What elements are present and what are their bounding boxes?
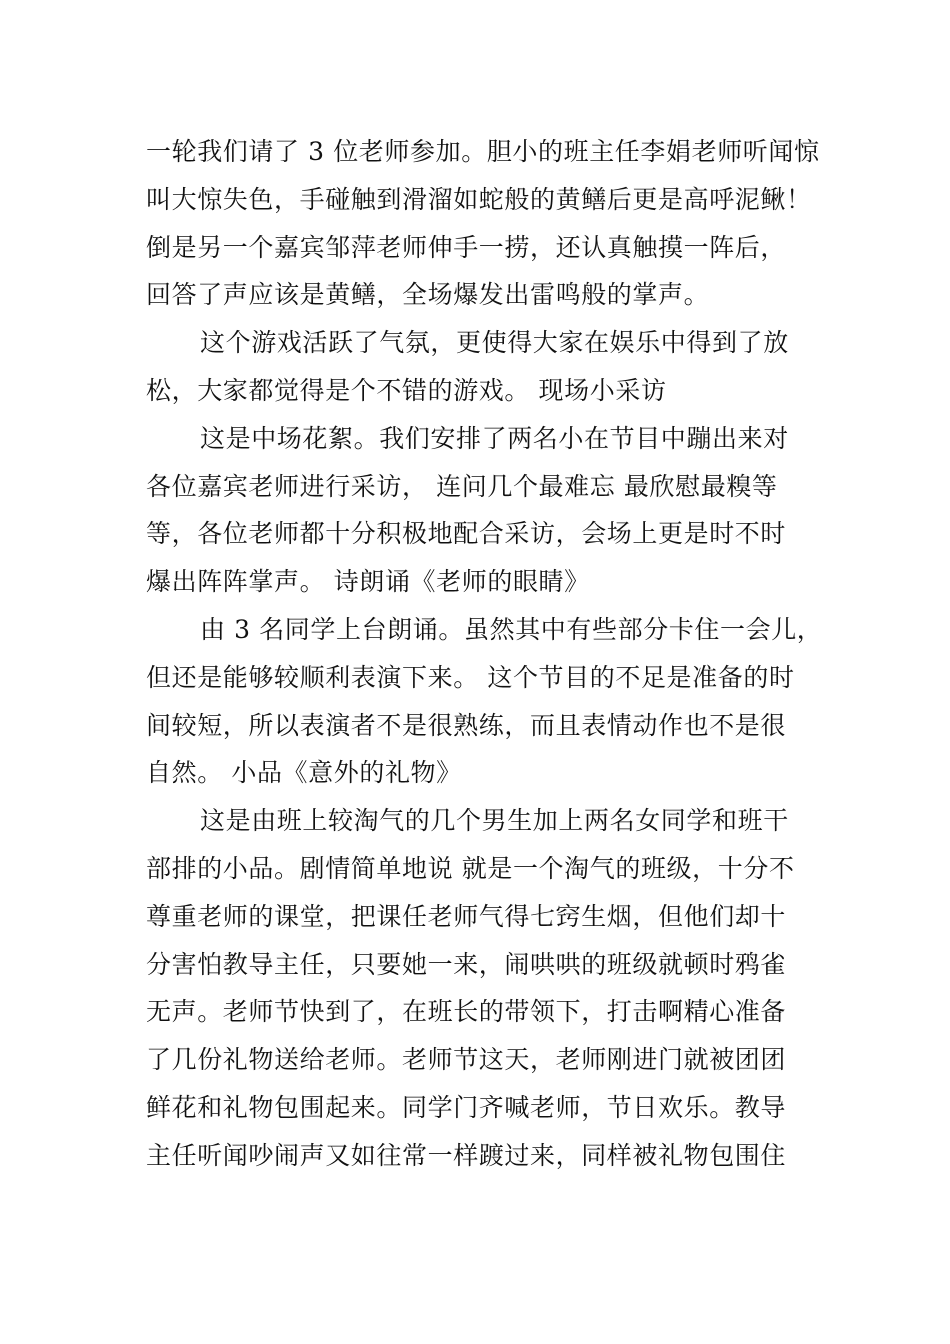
text-line: 这是中场花絮。我们安排了两名小在节目中蹦出来对	[200, 423, 789, 453]
text-line: 松，大家都觉得是个不错的游戏。 现场小采访	[146, 375, 667, 405]
paragraph	[146, 415, 811, 606]
text-line: 主任听闻吵闹声又如往常一样踱过来，同样被礼物包围住	[146, 1140, 787, 1170]
text-line: 这是由班上较淘气的几个男生加上两名女同学和班干	[200, 806, 789, 836]
paragraph	[146, 319, 811, 415]
text-line: 部排的小品。剧情简单地说 就是一个淘气的班级，十分不	[146, 853, 795, 883]
text-line: 但还是能够较顺利表演下来。 这个节目的不足是准备的时	[146, 662, 795, 692]
text-line: 倒是另一个嘉宾邹萍老师伸手一捞，还认真触摸一阵后，	[146, 232, 787, 262]
text-line: 了几份礼物送给老师。老师节这天，老师刚进门就被团团	[146, 1045, 787, 1075]
text-line: 这个游戏活跃了气氛，更使得大家在娱乐中得到了放	[200, 328, 789, 358]
text-line: 自然。 小品《意外的礼物》	[146, 758, 462, 788]
paragraph	[146, 606, 823, 797]
text-line: 鲜花和礼物包围起来。同学门齐喊老师，节日欢乐。教导	[146, 1092, 787, 1122]
text-line: 分害怕教导主任，只要她一来，闹哄哄的班级就顿时鸦雀	[146, 949, 787, 979]
text-line: 等，各位老师都十分积极地配合采访，会场上更是时不时	[146, 519, 787, 549]
paragraph	[146, 797, 811, 1179]
document-body	[146, 128, 823, 1180]
text-line: 一轮我们请了 3 位老师参加。胆小的班主任李娟老师听闻惊	[146, 137, 820, 166]
text-line: 各位嘉宾老师进行采访， 连问几个最难忘 最欣慰最糗等	[146, 471, 778, 501]
text-line: 无声。老师节快到了，在班长的带领下，打击啊精心准备	[146, 997, 787, 1027]
text-line: 尊重老师的课堂，把课任老师气得七窍生烟，但他们却十	[146, 901, 787, 931]
text-line: 由 3 名同学上台朗诵。虽然其中有些部分卡住一会儿，	[200, 614, 823, 644]
text-line: 叫大惊失色，手碰触到滑溜如蛇般的黄鳝后更是高呼泥鳅！	[146, 184, 812, 214]
text-line: 间较短，所以表演者不是很熟练，而且表情动作也不是很	[146, 710, 787, 740]
text-line: 回答了声应该是黄鳝，全场爆发出雷鸣般的掌声。	[146, 280, 710, 310]
paragraph	[146, 128, 820, 319]
text-line: 爆出阵阵掌声。 诗朗诵《老师的眼睛》	[146, 567, 590, 597]
